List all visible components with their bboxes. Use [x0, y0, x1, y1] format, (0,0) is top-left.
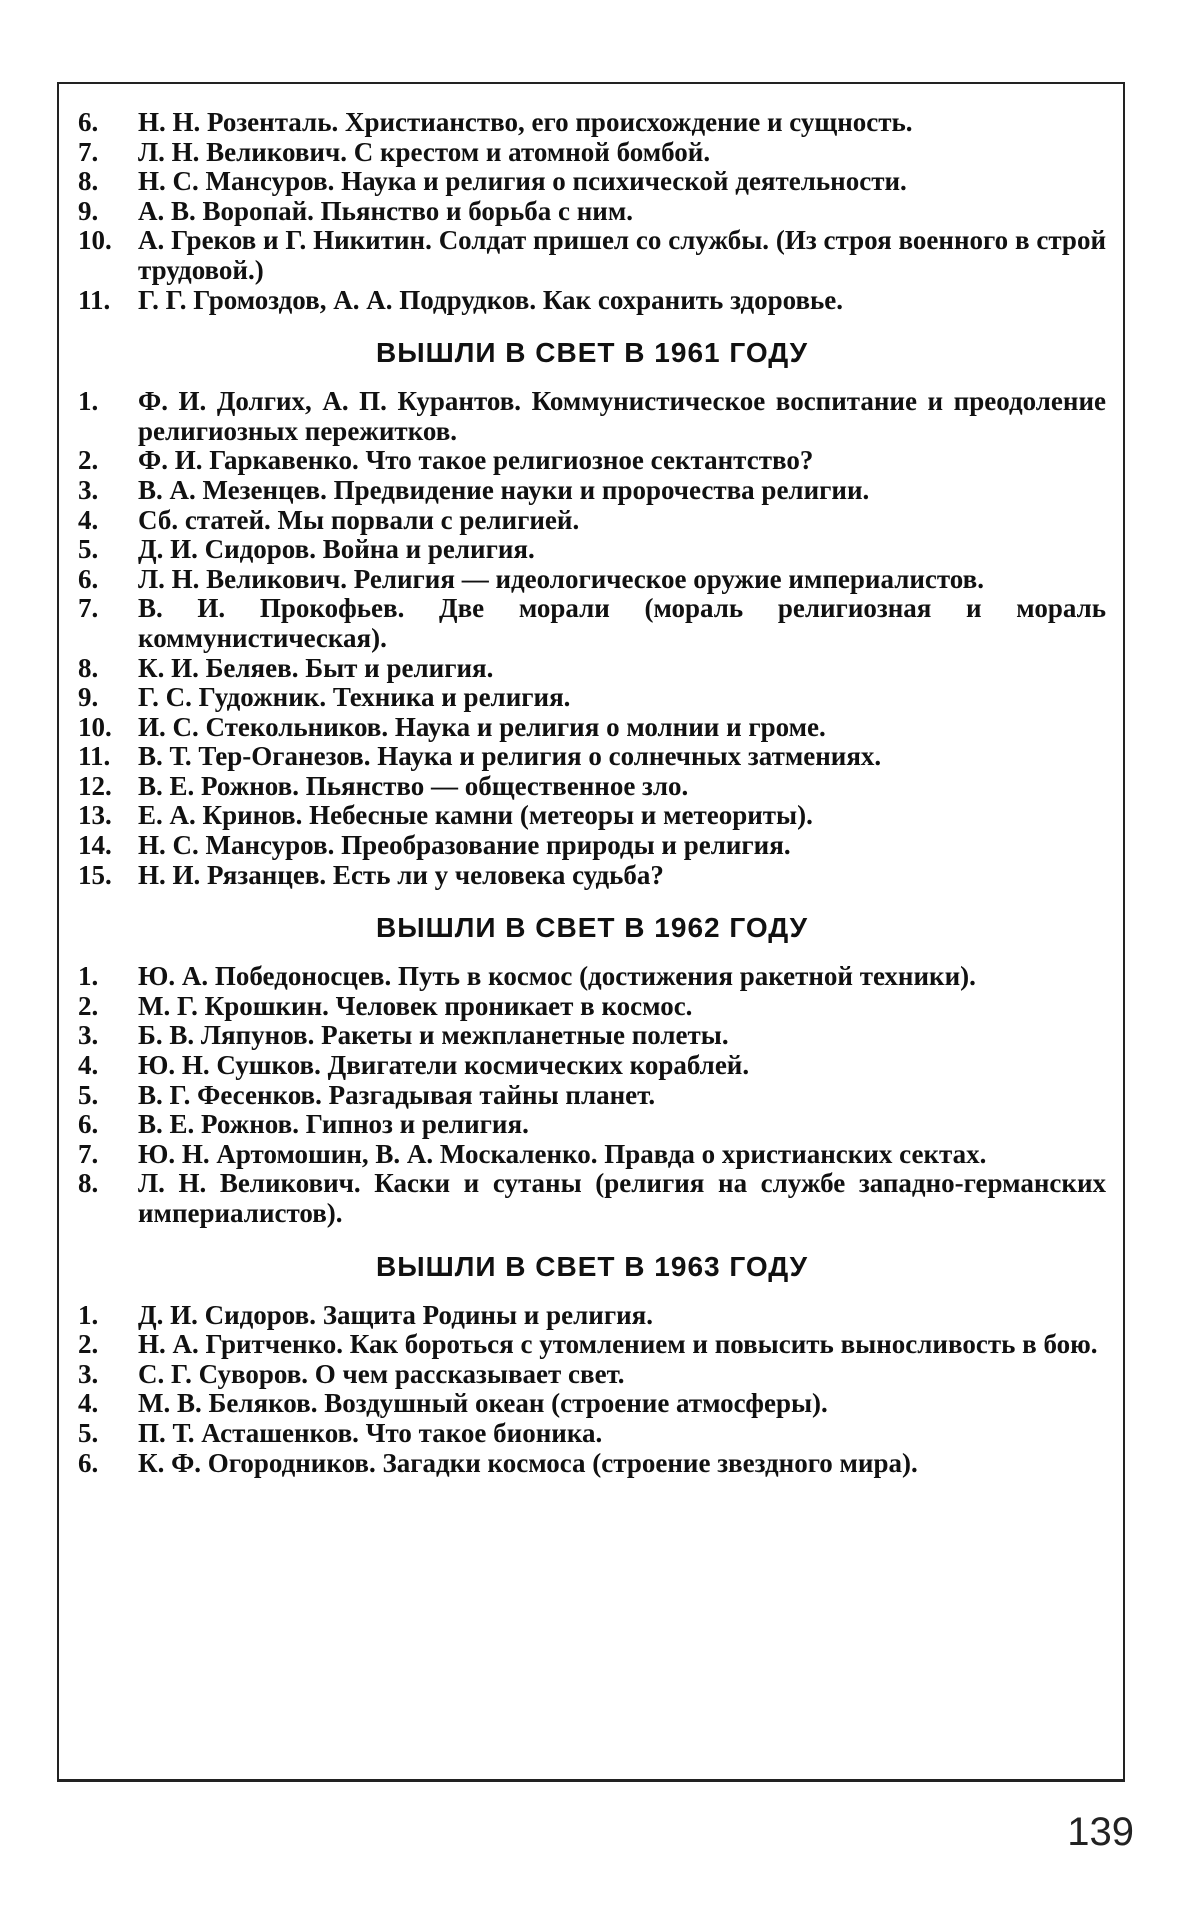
list-item	[78, 1449, 1106, 1479]
item-text: Л. Н. Великович. С крестом и атомной бомбой.	[138, 136, 711, 167]
section-heading: ВЫШЛИ В СВЕТ В 1963 ГОДУ	[375, 1250, 808, 1282]
item-text: М. Г. Крошкин. Человек проникает в космос.	[138, 990, 693, 1021]
list-item	[78, 1389, 1106, 1419]
list-item	[78, 1360, 1106, 1390]
item-number: 9.	[78, 195, 99, 226]
item-number: 11.	[78, 741, 111, 772]
item-number: 8.	[78, 652, 99, 683]
list-item	[78, 1169, 1106, 1228]
item-text: Ф. И. Гаркавенко. Что такое религиозное сектантство?	[138, 445, 814, 476]
item-text: П. Т. Асташенков. Что такое бионика.	[138, 1417, 603, 1448]
item-number: 12.	[78, 770, 112, 801]
list-item	[78, 772, 1106, 802]
item-number: 6.	[78, 563, 99, 594]
item-text: В. Т. Тер-Оганезов. Наука и религия о солнечных затмениях.	[138, 741, 882, 772]
list-item	[78, 446, 1106, 476]
list-item	[78, 1301, 1106, 1331]
item-text: К. Ф. Огородников. Загадки космоса (строение звездного мира).	[138, 1447, 918, 1478]
item-text: Н. Н. Розенталь. Христианство, его происхождение и сущность.	[138, 107, 913, 137]
item-text: Д. И. Сидоров. Война и религия.	[138, 534, 535, 565]
item-text: Б. В. Ляпунов. Ракеты и межпланетные полеты.	[138, 1020, 729, 1051]
list-item	[78, 167, 1106, 197]
list-item	[78, 1330, 1106, 1360]
list-item	[78, 197, 1106, 227]
list-item	[78, 962, 1106, 992]
item-text: С. Г. Суворов. О чем рассказывает свет.	[138, 1358, 625, 1389]
list-item	[78, 1140, 1106, 1170]
item-text: Е. А. Кринов. Небесные камни (метеоры и метеориты).	[138, 800, 813, 831]
item-text: Л. Н. Великович. Религия — идеологическое оружие империалистов.	[138, 563, 984, 594]
book-list	[78, 108, 1106, 1478]
list-item	[78, 387, 1106, 446]
item-text: М. В. Беляков. Воздушный океан (строение атмосферы).	[138, 1388, 828, 1419]
item-number: 3.	[78, 474, 99, 505]
item-number: 8.	[78, 1168, 99, 1199]
item-number: 6.	[78, 107, 99, 137]
item-number: 13.	[78, 800, 112, 831]
list-item	[78, 1021, 1106, 1051]
item-number: 4.	[78, 1388, 99, 1419]
item-number: 4.	[78, 504, 99, 535]
item-number: 3.	[78, 1020, 99, 1051]
item-text: И. С. Стекольников. Наука и религия о молнии и громе.	[138, 711, 826, 742]
item-number: 11.	[78, 284, 111, 315]
item-number: 15.	[78, 859, 112, 890]
item-number: 1.	[78, 386, 99, 417]
item-number: 6.	[78, 1447, 99, 1478]
item-text: Ю. А. Победоносцев. Путь в космос (достижения ракетной техники).	[138, 961, 976, 992]
list-item	[78, 476, 1106, 506]
item-number: 8.	[78, 166, 99, 197]
item-number: 7.	[78, 1138, 99, 1169]
item-number: 14.	[78, 830, 112, 861]
item-number: 10.	[78, 711, 112, 742]
item-text: В. А. Мезенцев. Предвидение науки и пророчества религии.	[138, 474, 870, 505]
list-item	[78, 594, 1106, 653]
item-number: 3.	[78, 1358, 99, 1389]
list-item	[78, 801, 1106, 831]
list-item	[78, 506, 1106, 536]
item-text: К. И. Беляев. Быт и религия.	[138, 652, 494, 683]
list-item	[78, 1081, 1106, 1111]
item-number: 1.	[78, 1299, 99, 1330]
page-number: 139	[1067, 1810, 1134, 1854]
list-item	[78, 861, 1106, 891]
item-number: 2.	[78, 990, 99, 1021]
item-number: 2.	[78, 445, 99, 476]
item-number: 1.	[78, 961, 99, 992]
list-item	[78, 226, 1106, 285]
item-text: Н. А. Гритченко. Как бороться с утомлением и повысить выносливость в бою.	[138, 1329, 1098, 1360]
item-number: 6.	[78, 1109, 99, 1140]
item-number: 2.	[78, 1329, 99, 1360]
item-number: 7.	[78, 136, 99, 167]
item-text: Сб. статей. Мы порвали с религией.	[138, 504, 580, 535]
item-text: В. Е. Рожнов. Пьянство — общественное зло.	[138, 770, 689, 801]
item-number: 5.	[78, 534, 99, 565]
item-text: Д. И. Сидоров. Защита Родины и религия.	[138, 1299, 653, 1330]
item-text: Г. Г. Громоздов, А. А. Подрудков. Как сохранить здоровье.	[138, 284, 844, 315]
list-item	[78, 138, 1106, 168]
list-item	[78, 713, 1106, 743]
item-text: А. В. Воропай. Пьянство и борьба с ним.	[138, 195, 633, 226]
item-text: Ф. И. Долгих, А. П. Курантов. Коммунистическое воспитание и преодоление религиозных пережитков.	[138, 386, 1106, 446]
item-text: Л. Н. Великович. Каски и сутаны (религия на службе западно-германских империалистов).	[138, 1168, 1106, 1228]
list-item	[78, 992, 1106, 1022]
list-item	[78, 1419, 1106, 1449]
item-number: 7.	[78, 593, 99, 624]
list-item	[78, 1051, 1106, 1081]
list-item	[78, 535, 1106, 565]
item-text: А. Греков и Г. Никитин. Солдат пришел со службы. (Из строя военного в строй трудовой.)	[138, 225, 1106, 285]
list-item	[78, 565, 1106, 595]
section-heading: ВЫШЛИ В СВЕТ В 1962 ГОДУ	[375, 912, 808, 944]
list-item	[78, 654, 1106, 684]
item-text: Н. С. Мансуров. Преобразование природы и религия.	[138, 830, 791, 861]
list-item	[78, 742, 1106, 772]
item-text: В. И. Прокофьев. Две морали (мораль религиозная и мораль коммунистическая).	[138, 593, 1106, 653]
item-text: Ю. Н. Артомошин, В. А. Москаленко. Правда о христианских сектах.	[138, 1138, 987, 1169]
item-number: 10.	[78, 225, 112, 256]
list-item	[78, 1110, 1106, 1140]
item-text: Н. И. Рязанцев. Есть ли у человека судьба?	[138, 859, 664, 890]
list-item	[78, 683, 1106, 713]
item-text: Н. С. Мансуров. Наука и религия о психической деятельности.	[138, 166, 907, 197]
item-text: В. Е. Рожнов. Гипноз и религия.	[138, 1109, 529, 1140]
item-text: В. Г. Фесенков. Разгадывая тайны планет.	[138, 1079, 656, 1110]
item-text: Г. С. Гудожник. Техника и религия.	[138, 682, 571, 713]
item-number: 5.	[78, 1417, 99, 1448]
item-text: Ю. Н. Сушков. Двигатели космических кораблей.	[138, 1050, 750, 1081]
list-item	[78, 108, 1106, 138]
item-number: 9.	[78, 682, 99, 713]
list-item	[78, 831, 1106, 861]
item-number: 4.	[78, 1050, 99, 1081]
item-number: 5.	[78, 1079, 99, 1110]
section-heading: ВЫШЛИ В СВЕТ В 1961 ГОДУ	[375, 337, 808, 369]
list-item	[78, 286, 1106, 316]
